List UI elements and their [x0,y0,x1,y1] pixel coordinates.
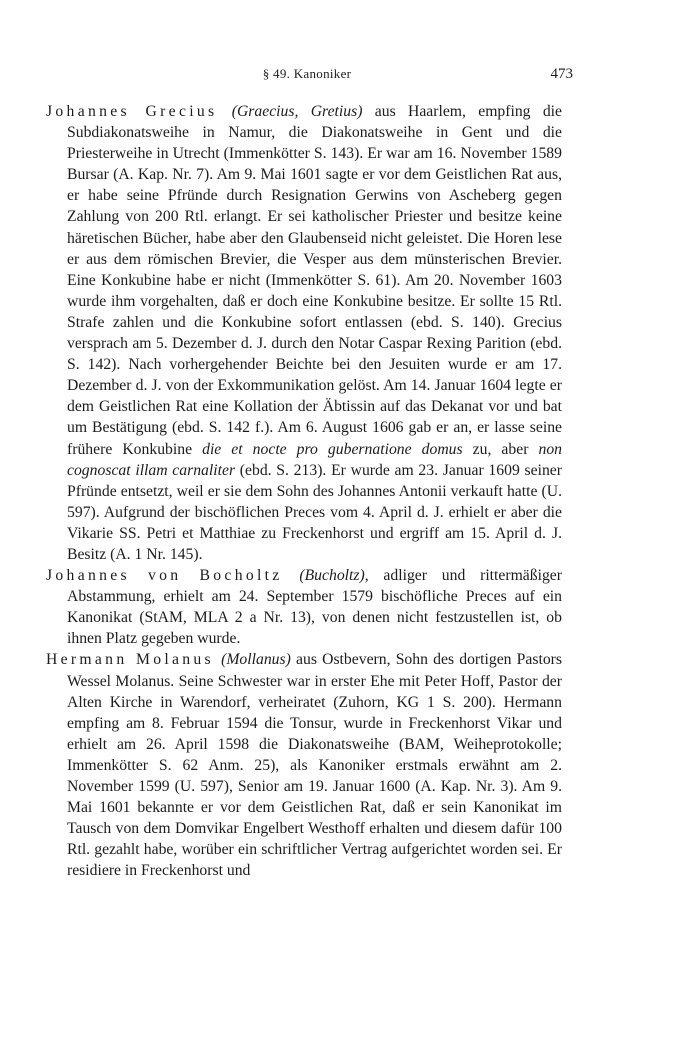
latin-phrase: non cognoscat illam carnaliter [67,440,562,479]
entry-text: aus Haarlem, empfing die Subdiakonatsweihe in Namur, die Diakonatsweihe in Gent und die Priesterweihe in Utrecht (Immenkötter S. 143). Er war am 16. November 1589 Bursar (A. Kap. Nr. 7). Am 9. Mai 1601 sagte er vor dem Geistlichen Rat aus, er habe seine Pfründe durch Resignation Gerwins von Ascheberg gegen Zahlung von 200 Rtl. erlangt. Er sei katholischer Priester und besitze keine häretischen Bücher, habe aber den Glaubenseid nicht geleistet. Die Horen lese er aus dem römischen Brevier, die Vesper aus dem münsterischen Brevier. Eine Konkubine habe er nicht (Immenkötter S. 61). Am 20. November 1603 wurde ihm vorgehalten, daß er doch eine Konkubine besitze. Er sollte 15 Rtl. Strafe zahlen und die Konkubine sofort entlassen (ebd. S. 140). Grecius versprach am 5. Dezember d. J. durch den Notar Caspar Rexing Parition (ebd. S. 142). Nach vorhergehender Beichte bei den Jesuiten wurde er am 17. Dezember d. J. von der Exkommunikation gelöst. Am 14. Januar 1604 legte er dem Geistlichen Rat eine Kollation der Äbtissin auf das Dekanat vor und bat um Bestätigung (ebd. S. 142 f.). Am 6. August 1606 gab er an, er lasse seine frühere Konkubine [67,103,562,458]
entry-text: zu, aber [462,440,539,458]
entry-hermann-molanus [46,649,562,881]
running-head: § 49. Kanoniker [262,66,352,81]
page-header [0,66,700,86]
entry-name: Johannes Grecius [46,103,218,120]
entry-name: Johannes von Bocholtz [46,567,283,585]
entry-johannes-grecius [46,101,562,565]
page-number: 473 [550,66,573,82]
body-text [46,101,562,881]
entry-text: aus Ostbevern, Sohn des dortigen Pastors Wessel Molanus. Seine Schwester war in erster Ehe mit Peter Hoff, Pastor der Alten Kirche in Warendorf, verheiratet (Zuhorn, KG 1 S. 200). Hermann empfing am 8. Februar 1594 die Tonsur, wurde in Freckenhorst Vikar und erhielt am 26. April 1598 die Diakonatsweihe (BAM, Weiheprotokolle; Immenkötter S. 62 Anm. 25), als Kanoniker erstmals erwähnt am 2. November 1599 (U. 597), Senior am 19. Januar 1600 (A. Kap. Nr. 3). Am 9. Mai 1601 bekannte er vor dem Geistlichen Rat, daß er sein Kanonikat im Tausch von dem Domvikar Engelbert Westhoff erhalten und diesem dafür 100 Rtl. gezahlt habe, worüber ein schriftlicher Vertrag aufgerichtet worden sei. Er residiere in Freckenhorst und [67,651,563,880]
latin-phrase: die et nocte pro gubernatione domus [202,440,463,458]
entry-name: Hermann Molanus [46,651,214,669]
name-variants: (Graecius, Gretius) [231,103,363,120]
name-variants: (Mollanus) [221,651,291,669]
entry-johannes-von-bocholtz [46,565,562,649]
entry-text: adliger und rittermäßiger Abstammung, erhielt am 24. September 1579 bischöfliche Preces auf ein Kanonikat (StAM, MLA 2 a Nr. 13), von denen nicht festzustellen ist, ob ihnen Platz gegeben wurde. [67,567,562,648]
name-variants: (Bucholtz), [299,567,369,585]
entry-text: (ebd. S. 213). Er wurde am 23. Januar 1609 seiner Pfründe entsetzt, weil er sie dem Sohn des Johannes Antonii verkauft hatte (U. 597). Aufgrund der bischöflichen Preces vom 4. April d. J. erhielt er aber die Vikarie SS. Petri et Matthiae zu Freckenhorst und ergriff am 15. April d. J. Besitz (A. 1 Nr. 145). [67,461,562,563]
